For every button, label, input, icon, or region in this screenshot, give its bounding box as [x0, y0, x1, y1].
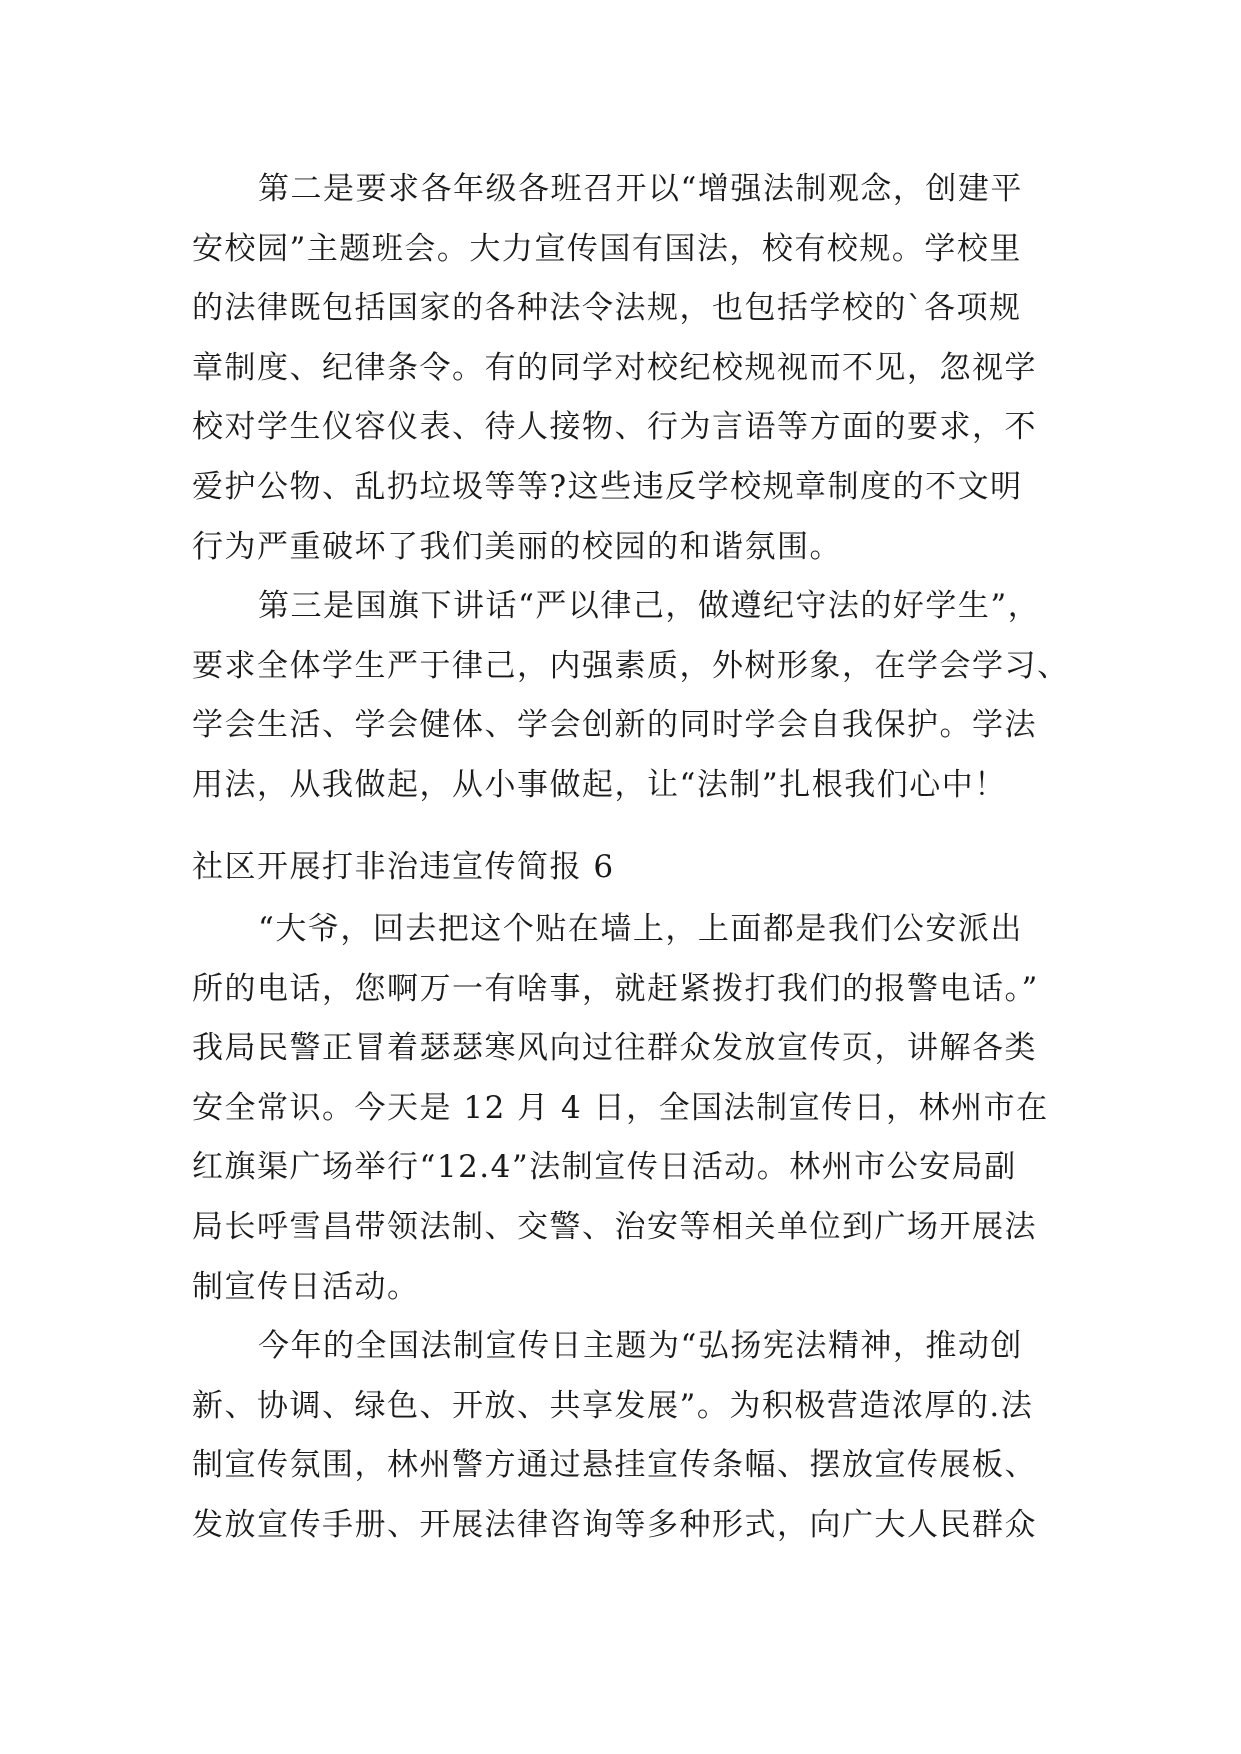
text-line: 章制度、纪律条令。有的同学对校纪校规视而不见，忽视学 — [192, 349, 1037, 386]
text-line: 的法律既包括国家的各种法令法规，也包括学校的`各项规 — [192, 290, 1022, 327]
text-line: 第二是要求各年级各班召开以“增强法制观念，创建平 — [258, 171, 1023, 207]
text-line: 红旗渠广场举行“12.4”法制宣传日活动。林州市公安局副 — [192, 1149, 1017, 1186]
text-line: 校对学生仪容仪表、待人接物、行为言语等方面的要求，不 — [192, 409, 1037, 446]
paragraph-second-requirement — [192, 160, 1052, 577]
section-1 — [192, 160, 1070, 816]
text-line: 安校园”主题班会。大力宣传国有国法，校有校规。学校里 — [192, 230, 1022, 267]
paragraph-police-outreach — [192, 900, 1052, 1317]
text-line: 要求全体学生严于律己，内强素质，外树形象，在学会学习、 — [192, 647, 1070, 684]
text-line: 学会生活、学会健体、学会创新的同时学会自我保护。学法 — [192, 707, 1037, 744]
text-line: 我局民警正冒着瑟瑟寒风向过往群众发放宣传页，讲解各类 — [192, 1030, 1037, 1067]
text-line: 局长呼雪昌带领法制、交警、治安等相关单位到广场开展法 — [192, 1208, 1037, 1245]
text-line: 新、协调、绿色、开放、共享发展”。为积极营造浓厚的.法 — [192, 1387, 1034, 1424]
section-2 — [192, 900, 1052, 1556]
text-line: “大爷，回去把这个贴在墙上，上面都是我们公安派出 — [258, 911, 1023, 947]
paragraph-third-requirement — [192, 577, 1070, 815]
text-line: 所的电话，您啊万一有啥事，就赶紧拨打我们的报警电话。” — [192, 970, 1039, 1007]
text-line: 行为严重破坏了我们美丽的校园的和谐氛围。 — [192, 528, 842, 565]
text-line: 第三是国旗下讲话“严以律己，做遵纪守法的好学生”， — [258, 588, 1041, 625]
text-line: 今年的全国法制宣传日主题为“弘扬宪法精神，推动创 — [258, 1328, 1023, 1365]
text-line: 发放宣传手册、开展法律咨询等多种形式，向广大人民群众 — [192, 1506, 1037, 1543]
text-line: 制宣传氛围，林州警方通过悬挂宣传条幅、摆放宣传展板、 — [192, 1447, 1037, 1484]
text-line: 制宣传日活动。 — [192, 1268, 420, 1305]
text-line: 用法，从我做起，从小事做起，让“法制”扎根我们心中！ — [192, 766, 1007, 803]
text-line: 安全常识。今天是 12 月 4 日，全国法制宣传日，林州市在 — [192, 1089, 1049, 1126]
text-line: 爱护公物、乱扔垃圾等等?这些违反学校规章制度的不文明 — [192, 468, 1023, 505]
paragraph-theme — [192, 1317, 1052, 1555]
section-heading: 社区开展打非治违宣传简报 6 — [192, 849, 615, 885]
